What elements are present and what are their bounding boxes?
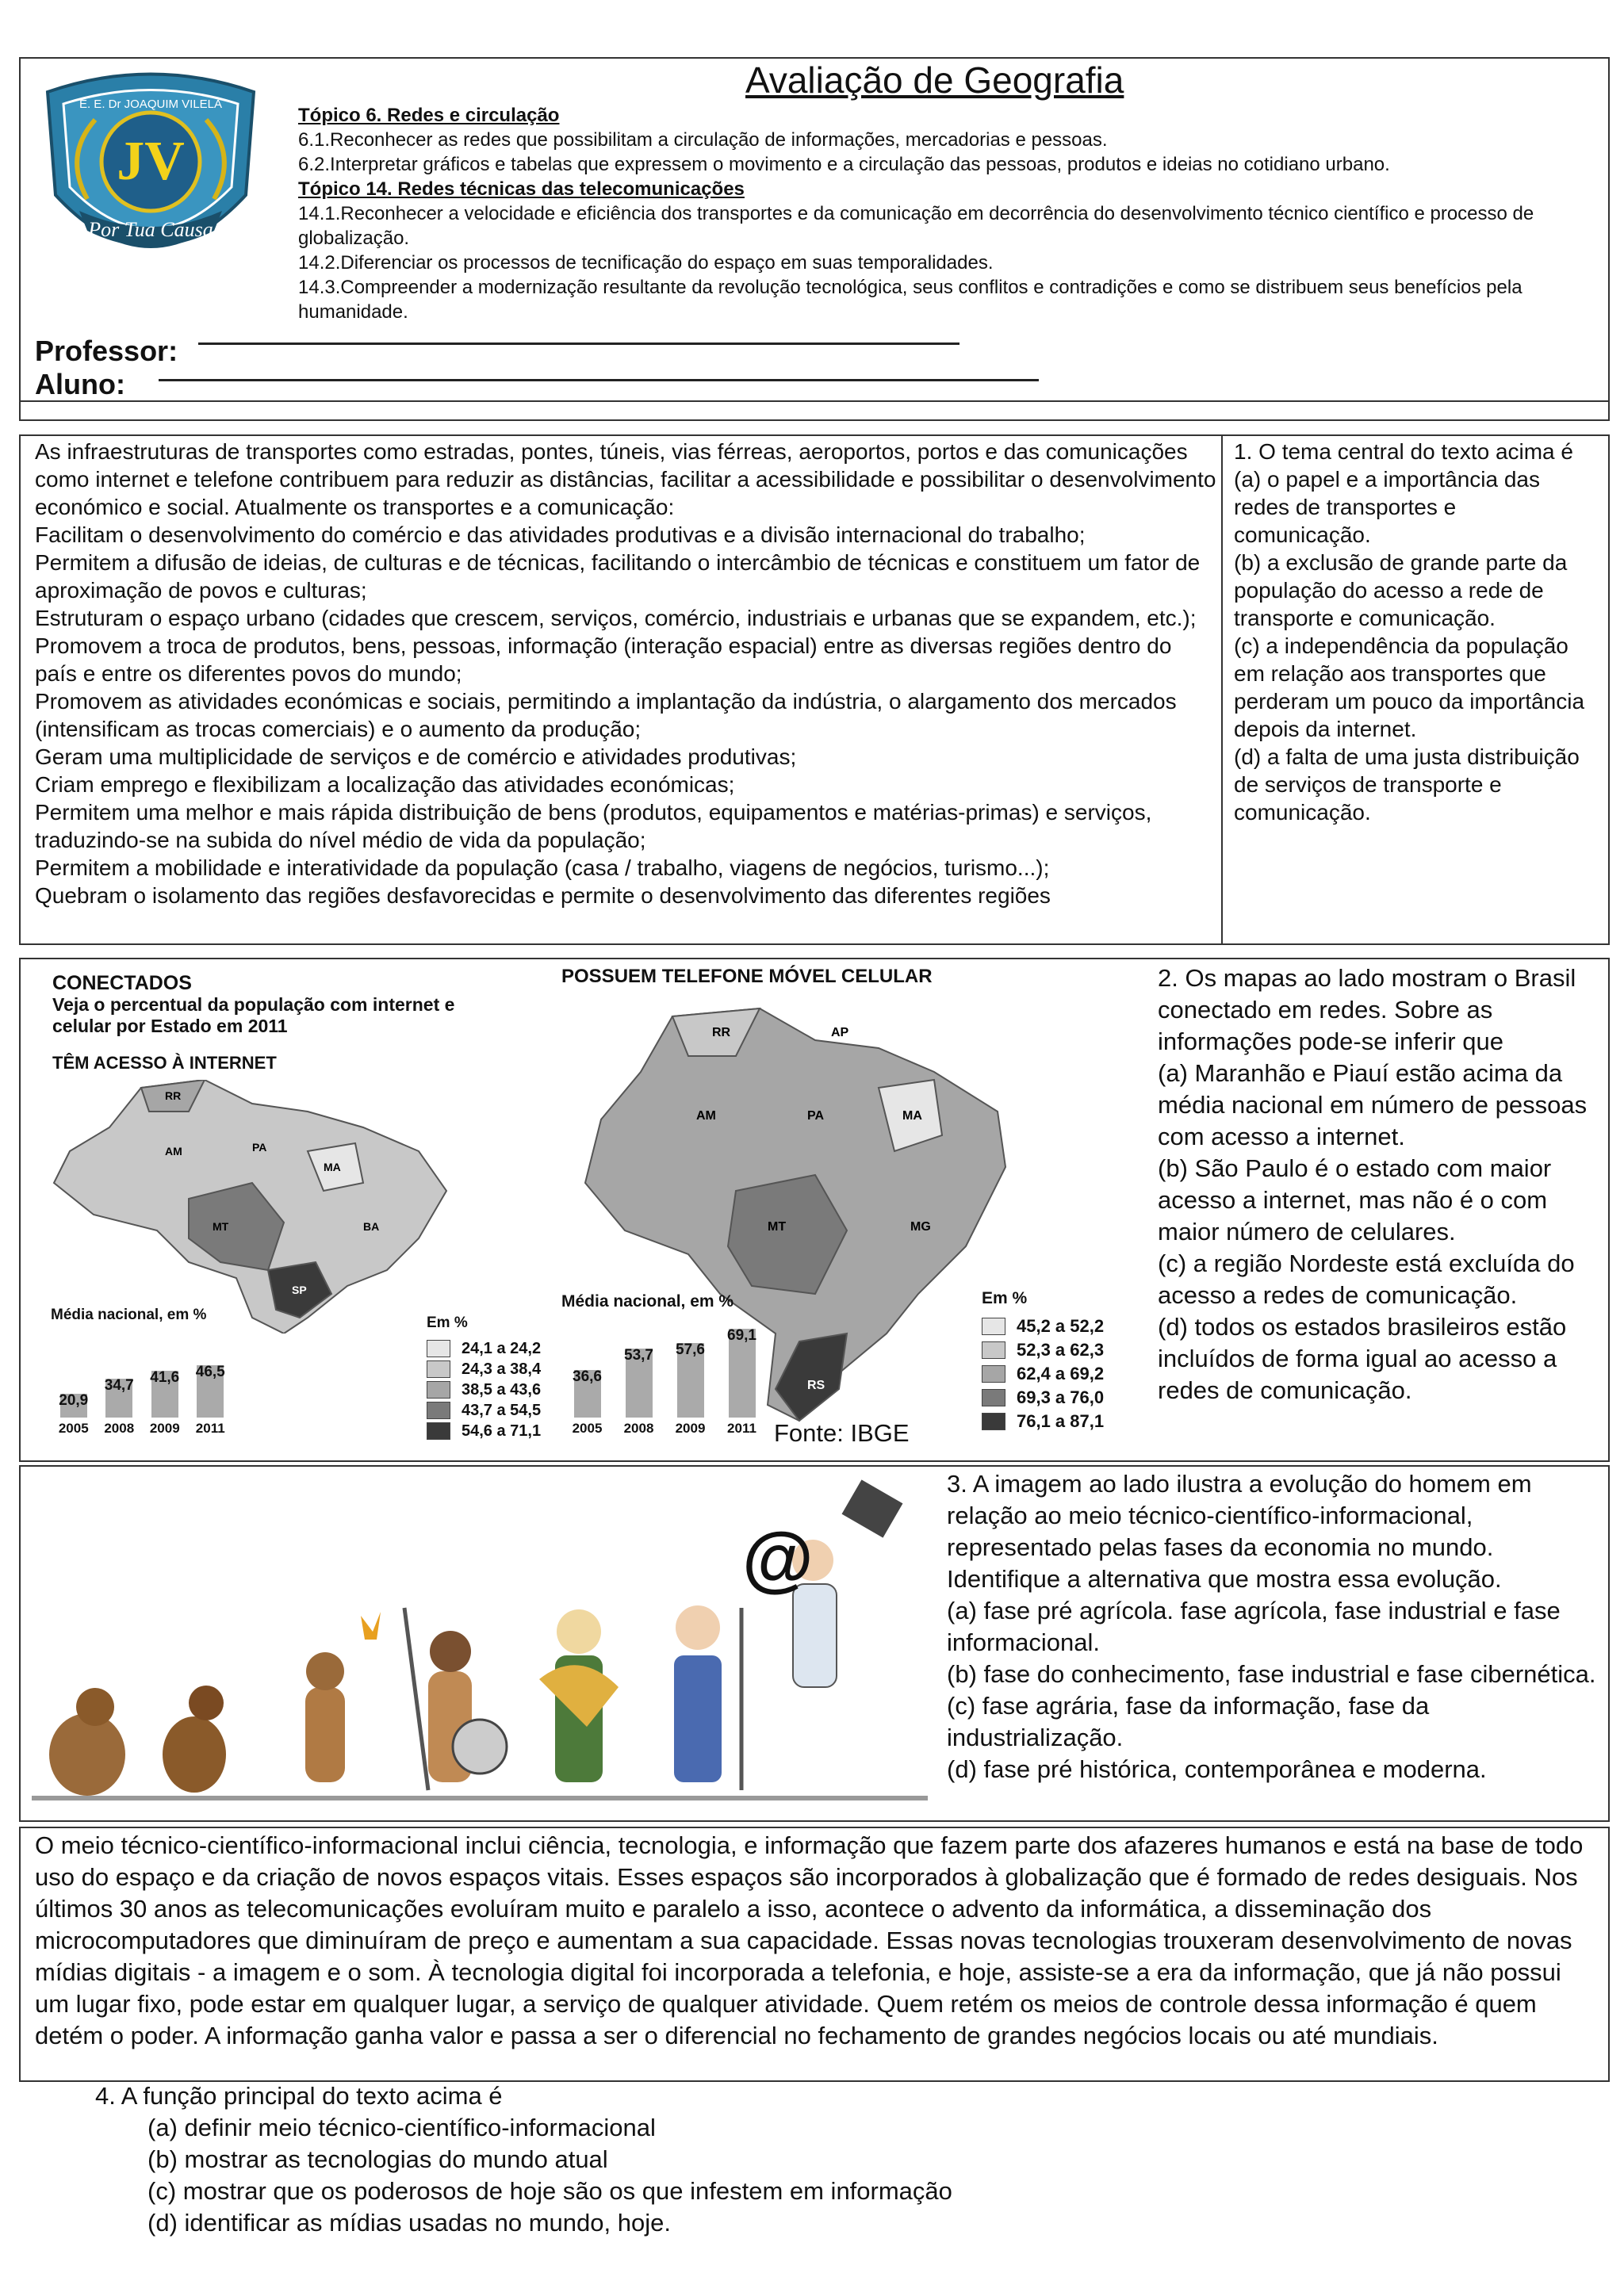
q3-question bbox=[947, 1468, 1605, 1785]
legend-item: 54,6 a 71,1 bbox=[427, 1421, 541, 1441]
q2-option-a[interactable]: (a) Maranhão e Piauí estão acima da média nacional em número de pessoas com acesso a internet. bbox=[1158, 1059, 1588, 1150]
legend-item: 24,1 a 24,2 bbox=[427, 1338, 541, 1359]
svg-text:MT: MT bbox=[213, 1220, 229, 1233]
professor-field[interactable] bbox=[198, 342, 959, 345]
left-legend-title: Em % bbox=[427, 1314, 468, 1331]
header-divider bbox=[19, 400, 1610, 421]
q2-figure bbox=[22, 961, 1148, 1459]
svg-text:MA: MA bbox=[902, 1109, 922, 1123]
left-legend bbox=[427, 1338, 541, 1441]
chart-value-label: 53,7 bbox=[624, 1346, 653, 1364]
topic6-item: 6.1.Reconhecer as redes que possibilitam a circulação de informações, mercadorias e pessoas. bbox=[298, 129, 1108, 151]
q4-option-d[interactable]: (d) identificar as mídias usadas no mundo, hoje. bbox=[147, 2209, 671, 2237]
svg-text:AM: AM bbox=[696, 1109, 716, 1123]
figure-caveman-torch bbox=[305, 1612, 381, 1782]
q1-option-d[interactable]: (d) a falta de uma justa distribuição de serviços de transporte e comunicação. bbox=[1234, 744, 1580, 825]
q3-stem: 3. A imagem ao lado ilustra a evolução do homem em relação ao meio técnico-científico-informacional, representado pelas fases da economia no mundo. Identifique a alternativa que mostra essa evolução. bbox=[947, 1470, 1532, 1593]
internet-map bbox=[46, 1080, 458, 1334]
q3-option-c[interactable]: (c) fase agrária, fase da informação, fase da industrialização. bbox=[947, 1692, 1430, 1751]
svg-text:AM: AM bbox=[165, 1145, 182, 1158]
legend-item: 69,3 a 76,0 bbox=[982, 1386, 1104, 1410]
svg-text:PA: PA bbox=[807, 1109, 825, 1123]
svg-text:AP: AP bbox=[831, 1026, 849, 1039]
right-bar-chart bbox=[561, 1321, 768, 1437]
chart-value-label: 34,7 bbox=[104, 1376, 134, 1394]
svg-text:MA: MA bbox=[324, 1161, 341, 1173]
legend-item: 45,2 a 52,2 bbox=[982, 1314, 1104, 1338]
legend-item: 38,5 a 43,6 bbox=[427, 1380, 541, 1400]
q1-option-b[interactable]: (b) a exclusão de grande parte da população do acesso a rede de transporte e comunicação. bbox=[1234, 550, 1568, 630]
chart-tick-label: 2005 bbox=[572, 1421, 603, 1436]
svg-text:MG: MG bbox=[910, 1220, 931, 1234]
q1-stem: 1. O tema central do texto acima é bbox=[1234, 439, 1573, 464]
q2-question bbox=[1158, 962, 1602, 1406]
q4-option-b[interactable]: (b) mostrar as tecnologias do mundo atual bbox=[147, 2145, 608, 2173]
map-subtitle: Veja o percentual da população com internet e celular por Estado em 2011 bbox=[52, 994, 455, 1036]
logo-monogram: JV bbox=[117, 131, 185, 192]
aluno-field[interactable] bbox=[159, 379, 1039, 381]
q3-option-d[interactable]: (d) fase pré histórica, contemporânea e moderna. bbox=[947, 1755, 1487, 1783]
chart-tick-label: 2005 bbox=[58, 1421, 89, 1436]
q4-stem: 4. A função principal do texto acima é bbox=[95, 2082, 503, 2110]
topic14-title: Tópico 14. Redes técnicas das telecomunicações bbox=[298, 178, 745, 200]
topic14-item: 14.1.Reconhecer a velocidade e eficiência dos transportes e da comunicação em decorrência do desenvolvimento técnico científico e processo de globalização. bbox=[298, 203, 1534, 249]
chart-value-label: 57,6 bbox=[676, 1341, 705, 1359]
q1-text: As infraestruturas de transportes como estradas, pontes, túneis, vias férreas, aeroportos, portos e das comunicações como internet e telefone contribuem para reduzir as distâncias, facilitar a acessibilidade e possibilitar o desenvolvimento económico e social. Atualmente os transportes e a comunicação: Facilitam o desenvolvimento do comércio e das atividades produtivas e a divisão internacional do trabalho; Permitem a difusão de ideias, de culturas e de técnicas, facilitando o intercâmbio de técnicas e constituem um fator de aproximação de povos e culturas; Estruturam o espaço urbano (cidades que crescem, serviços, comércio, industriais e urbanas que se expandem, etc.); Promovem a troca de produtos, bens, pessoas, informação (interação espacial) entre as diversas regiões dentro do país e entre os diferentes povos do mundo; Promovem as atividades económicas e sociais, permitindo a implantação da indústria, o alargamento dos mercados (intensificam as trocas comerciais) e o aumento da produção; Geram uma multiplicidade de serviços e de comércio e atividades produtivas; Criam emprego e flexibilizam a localização das atividades económicas; Permitem uma melhor e mais rápida distribuição de bens (produtos, equipamentos e matérias-primas) e serviços, traduzindo-se na subida do nível médio de vida da população; Permitem a mobilidade e interatividade da população (casa / trabalho, viagens de negócios, turismo...); Quebram o isolamento das regiões desfavorecidas e permite o desenvolvimento das diferentes regiões bbox=[35, 439, 1216, 908]
right-legend-title: Em % bbox=[982, 1289, 1028, 1307]
chart-tick-label: 2009 bbox=[149, 1421, 180, 1436]
q2-option-d[interactable]: (d) todos os estados brasileiros estão incluídos de forma igual ao acesso a redes de comunicação. bbox=[1158, 1313, 1567, 1404]
right-legend bbox=[982, 1314, 1104, 1433]
topic14-item: 14.2.Diferenciar os processos de tecnificação do espaço em suas temporalidades. bbox=[298, 252, 994, 274]
q2-option-c[interactable]: (c) a região Nordeste está excluída do acesso a redes de comunicação. bbox=[1158, 1249, 1575, 1309]
q4-question bbox=[95, 2080, 1522, 2239]
chart-tick-label: 2008 bbox=[623, 1421, 654, 1436]
legend-item: 52,3 a 62,3 bbox=[982, 1338, 1104, 1362]
svg-text:BA: BA bbox=[363, 1220, 380, 1233]
svg-text:RR: RR bbox=[165, 1089, 182, 1102]
q3-option-b[interactable]: (b) fase do conhecimento, fase industrial e fase cibernética. bbox=[947, 1660, 1596, 1688]
svg-text:Boa Esperança - MG: Boa Esperança - MG bbox=[119, 247, 216, 259]
page-title: Avaliação de Geografia bbox=[745, 59, 1124, 101]
legend-item: 24,3 a 38,4 bbox=[427, 1359, 541, 1380]
svg-text:MT: MT bbox=[768, 1220, 787, 1234]
topic6-item: 6.2.Interpretar gráficos e tabelas que expressem o movimento e a circulação das pessoas, produtos e ideias no cotidiano urbano. bbox=[298, 154, 1390, 175]
svg-text:Por Tua Causa: Por Tua Causa bbox=[88, 218, 213, 241]
right-map-title: POSSUEM TELEFONE MÓVEL CELULAR bbox=[561, 966, 933, 987]
figure-monkey bbox=[49, 1688, 125, 1796]
q1-option-a[interactable]: (a) o papel e a importância das redes de transportes e comunicação. bbox=[1234, 467, 1540, 547]
svg-text:SP: SP bbox=[292, 1284, 307, 1296]
q2-option-b[interactable]: (b) São Paulo é o estado com maior acesso a internet, mas não é o com maior número de celulares. bbox=[1158, 1154, 1552, 1246]
chart-value-label: 41,6 bbox=[150, 1369, 180, 1387]
source-label: Fonte: IBGE bbox=[774, 1419, 910, 1447]
svg-text:RS: RS bbox=[807, 1379, 825, 1392]
figure-early-hominid bbox=[163, 1686, 226, 1793]
svg-text:E. E. Dr JOAQUIM VILELA: E. E. Dr JOAQUIM VILELA bbox=[79, 98, 223, 111]
right-media-label: Média nacional, em % bbox=[561, 1292, 734, 1311]
q4-option-c[interactable]: (c) mostrar que os poderosos de hoje são os que infestem em informação bbox=[147, 2177, 952, 2205]
svg-text:RR: RR bbox=[712, 1026, 731, 1039]
chart-tick-label: 2009 bbox=[675, 1421, 706, 1436]
legend-item: 43,7 a 54,5 bbox=[427, 1400, 541, 1421]
legend-item: 76,1 a 87,1 bbox=[982, 1410, 1104, 1433]
professor-label: Professor: bbox=[35, 335, 178, 367]
figure-farmer bbox=[539, 1609, 619, 1782]
topic14-item: 14.3.Compreender a modernização resultante da revolução tecnológica, seus conflitos e contradições e como se distribuem seus benefícios pela humanidade. bbox=[298, 277, 1522, 323]
q1-option-c[interactable]: (c) a independência da população em relação aos transportes que perderam um pouco da importância depois da internet. bbox=[1234, 633, 1585, 741]
at-icon: @ bbox=[742, 1518, 814, 1599]
q2-stem: 2. Os mapas ao lado mostram o Brasil conectado em redes. Sobre as informações pode-se inferir que bbox=[1158, 964, 1576, 1055]
school-logo bbox=[32, 60, 270, 290]
chart-value-label: 46,5 bbox=[195, 1364, 225, 1381]
q4-option-a[interactable]: (a) definir meio técnico-científico-informacional bbox=[147, 2114, 656, 2141]
topic6-title: Tópico 6. Redes e circulação bbox=[298, 105, 560, 126]
q1-question bbox=[1234, 438, 1599, 826]
chart-tick-label: 2011 bbox=[727, 1421, 756, 1436]
q1-divider bbox=[1221, 434, 1223, 945]
left-map-title: TÊM ACESSO À INTERNET bbox=[52, 1053, 277, 1073]
chart-value-label: 20,9 bbox=[59, 1392, 89, 1410]
aluno-label: Aluno: bbox=[35, 368, 125, 400]
map-title: CONECTADOS bbox=[52, 972, 192, 994]
topics-block bbox=[298, 103, 1599, 324]
chart-value-label: 36,6 bbox=[573, 1368, 602, 1386]
chart-value-label: 69,1 bbox=[727, 1326, 756, 1344]
chart-tick-label: 2008 bbox=[104, 1421, 135, 1436]
legend-item: 62,4 a 69,2 bbox=[982, 1362, 1104, 1386]
q3-option-a[interactable]: (a) fase pré agrícola. fase agrícola, fase industrial e fase informacional. bbox=[947, 1597, 1561, 1656]
svg-text:1960: 1960 bbox=[139, 262, 162, 274]
left-media-label: Média nacional, em % bbox=[51, 1307, 207, 1323]
svg-text:PA: PA bbox=[252, 1141, 267, 1154]
chart-tick-label: 2011 bbox=[195, 1421, 225, 1436]
figure-worker bbox=[674, 1605, 741, 1790]
left-bar-chart bbox=[51, 1334, 233, 1437]
q4-text: O meio técnico-científico-informacional inclui ciência, tecnologia, e informação que fazem parte dos afazeres humanos e está na base de todo uso do espaço e da criação de novos espaços vitais. Esses espaços são incorporados à globalização que é formado de redes desiguais. Nos últimos 30 anos as telecomunicações evoluíram muito e paralelo a isso, acontece o advento da informática, a disseminação dos microcomputadores que diminuíram de preço e aumentam a sua capacidade. Essas novas tecnologias trouxeram desenvolvimento de novas mídias digitais - a imagem e o som. À tecnologia digital foi incorporada a telefonia, e hoje, assiste-se a era da informação, que já não possui um lugar fixo, pode estar em qualquer lugar, a serviço de qualquer atividade. Quem retém os meios de controle dessa informação é quem detém o poder. A informação ganha valor e passa a ser o diferencial no fechamento de grandes negócios locais ou até mundiais. bbox=[35, 1831, 1584, 2049]
